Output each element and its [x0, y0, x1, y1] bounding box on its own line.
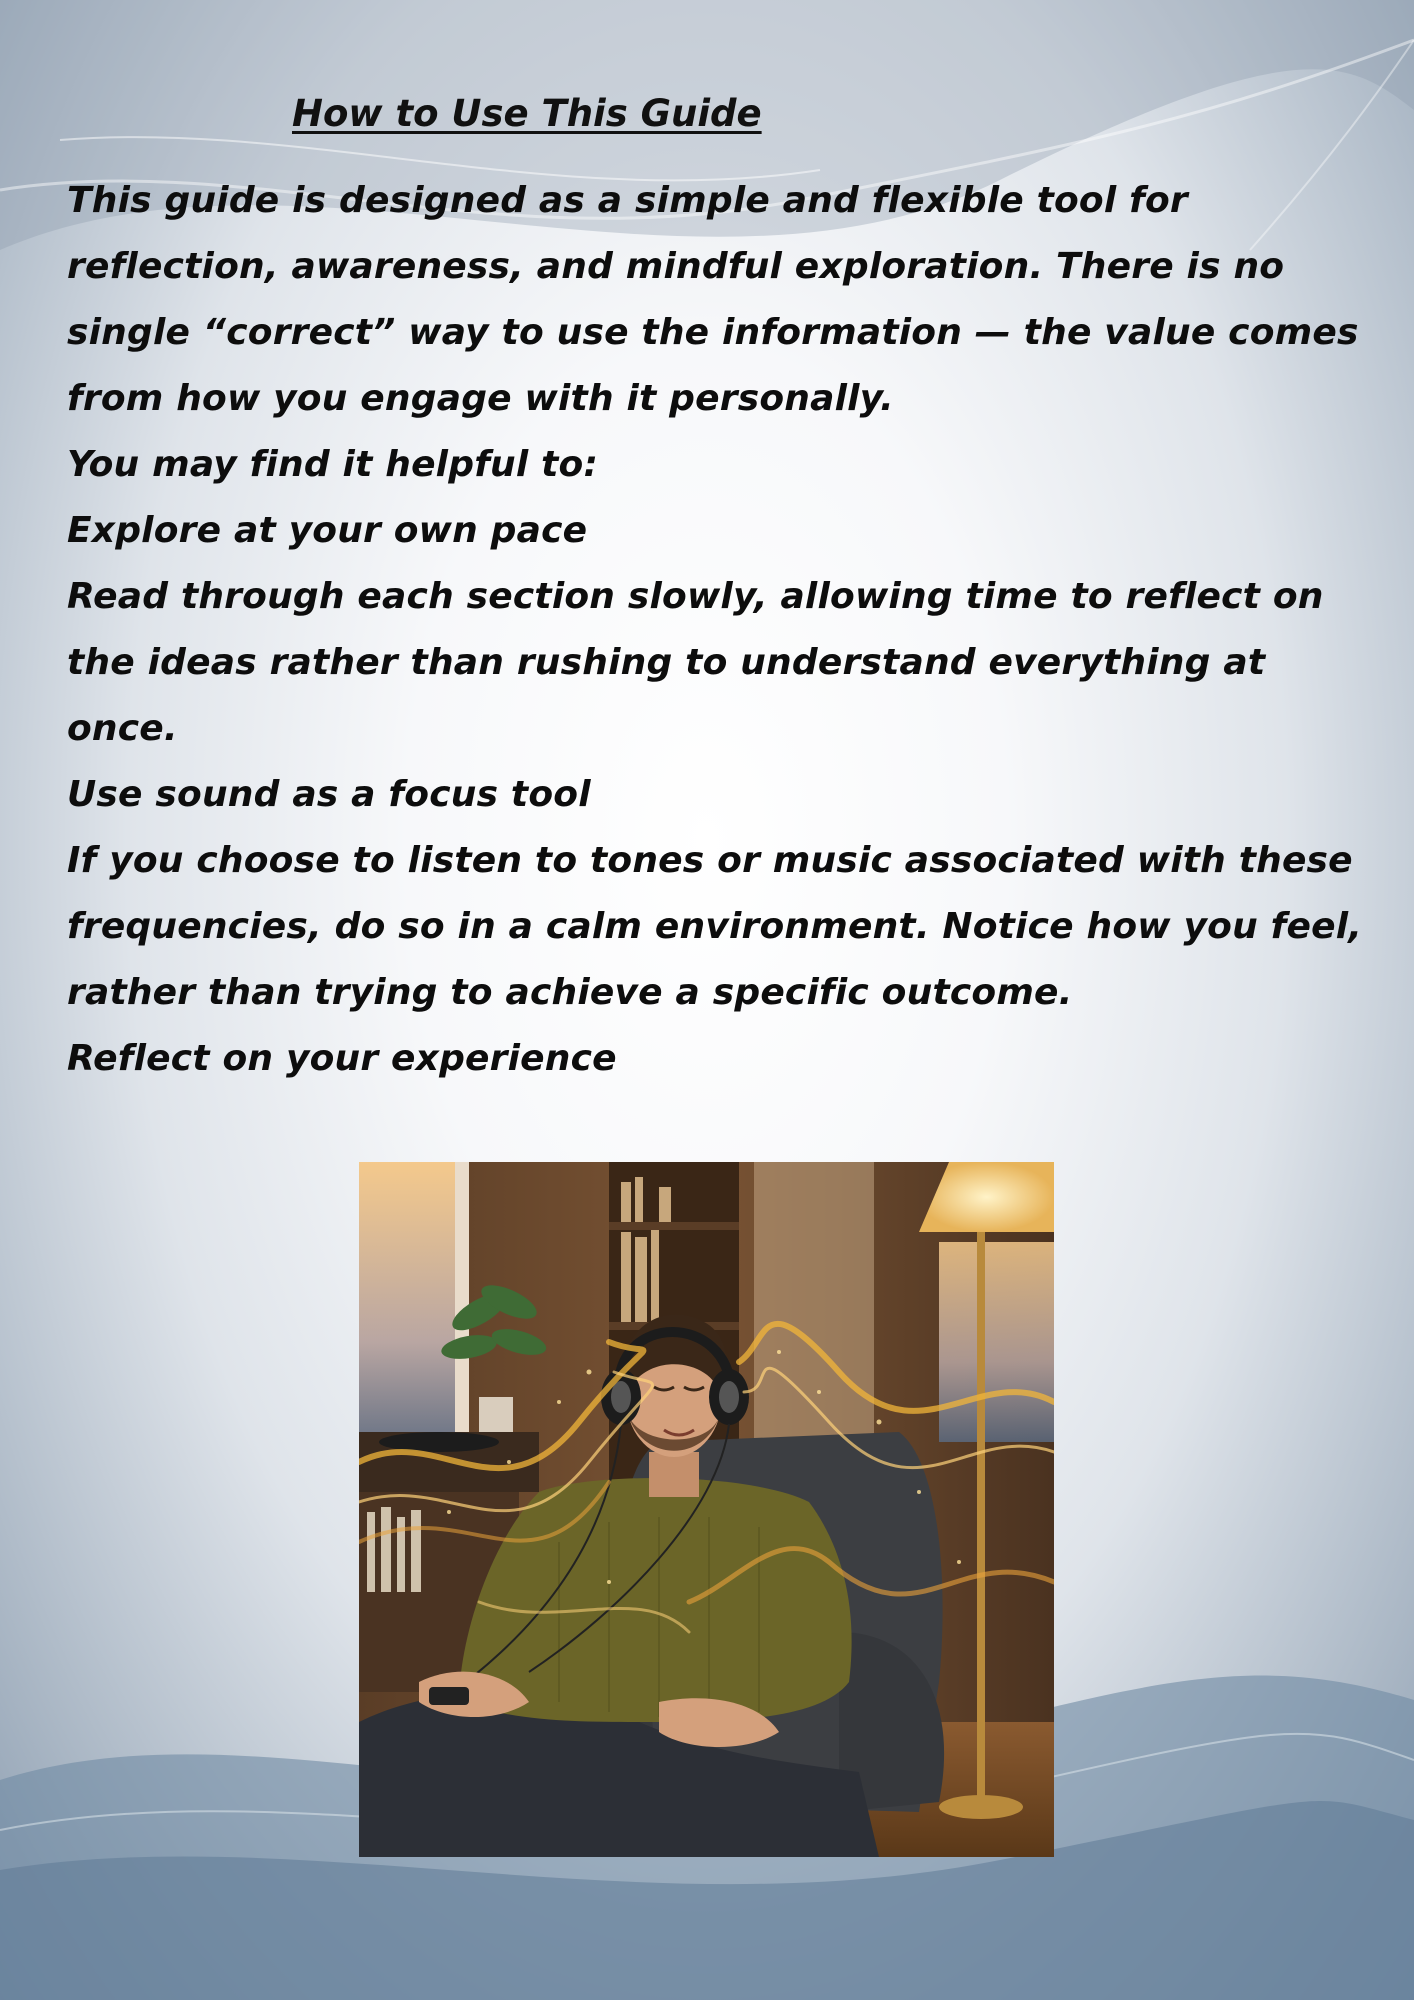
body-line: frequencies, do so in a calm environment. Notice how you feel, [67, 906, 1363, 947]
body-line: This guide is designed as a simple and flexible tool for [67, 180, 1188, 221]
listening-man-illustration [359, 1162, 1054, 1857]
body-line: reflection, awareness, and mindful exploration. There is no [67, 246, 1285, 287]
body-line: You may find it helpful to: [67, 444, 599, 485]
body-line: If you choose to listen to tones or music associated with these [67, 840, 1353, 881]
illustration-listening-man [359, 1162, 1054, 1857]
section-heading-explore: Explore at your own pace [67, 510, 588, 551]
body-line: single “correct” way to use the information — the value comes [67, 312, 1359, 353]
section-heading-reflect: Reflect on your experience [67, 1038, 617, 1079]
body-line: Read through each section slowly, allowing time to reflect on [67, 576, 1324, 617]
body-line: from how you engage with it personally. [67, 378, 894, 419]
section-heading-sound: Use sound as a focus tool [67, 774, 591, 815]
body-line: rather than trying to achieve a specific outcome. [67, 972, 1073, 1013]
guide-body-text [67, 168, 1367, 1092]
body-line: once. [67, 708, 178, 749]
page-title: How to Use This Guide [292, 92, 762, 135]
body-line: the ideas rather than rushing to understand everything at [67, 642, 1266, 683]
